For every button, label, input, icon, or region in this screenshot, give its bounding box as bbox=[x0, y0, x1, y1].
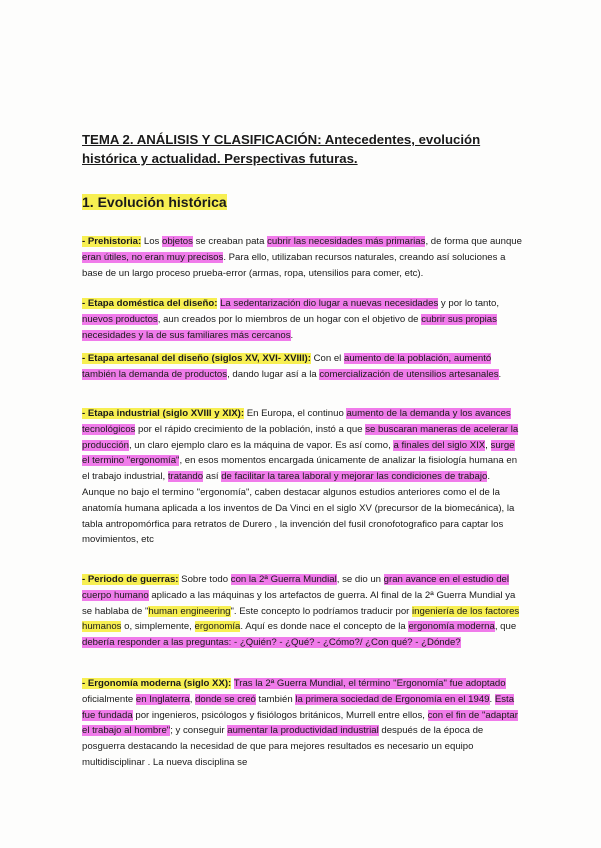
highlighted-text: a finales del siglo XIX bbox=[393, 439, 486, 451]
highlighted-text: ergonomía moderna bbox=[408, 621, 495, 633]
highlighted-text: Esta fue fundada bbox=[82, 693, 515, 721]
paragraph-prehistoria bbox=[82, 234, 522, 281]
paragraph-etapa-domestica bbox=[82, 296, 522, 343]
text-run: , bbox=[189, 693, 196, 705]
text-run: y por lo tanto, bbox=[438, 298, 500, 309]
text-run: , un claro ejemplo claro es la máquina de vapor. Es así como, bbox=[128, 439, 394, 451]
highlighted-text: se buscaran maneras de acelerar la producción bbox=[82, 423, 519, 451]
section-heading bbox=[82, 194, 227, 210]
highlighted-text: cubrir las necesidades más primarias bbox=[267, 236, 426, 247]
highlighted-text: objetos bbox=[162, 236, 193, 247]
paragraph-etapa-artesanal bbox=[82, 351, 522, 383]
text-run: también bbox=[255, 693, 296, 705]
highlighted-text: cubrir sus propias necesidades y la de sus familiares más cercanos bbox=[82, 313, 497, 341]
highlighted-text: ingeniería de los factores humanos bbox=[82, 605, 520, 633]
text-run: o, simplemente, bbox=[121, 621, 195, 633]
text-run: ; y conseguir bbox=[170, 725, 228, 737]
highlighted-text: aumentar la productividad industrial bbox=[227, 725, 379, 737]
paragraph-heading: - Etapa industrial (siglo XVIII y XIX): bbox=[82, 408, 245, 419]
highlighted-text: comercialización de utensilios artesanales bbox=[319, 368, 499, 380]
text-run: . bbox=[489, 693, 495, 705]
section-heading-text: 1. Evolución histórica bbox=[82, 194, 227, 210]
text-run: , de forma que aunque bbox=[425, 236, 522, 247]
text-run: se creaban pata bbox=[192, 236, 268, 247]
text-run: por ingenieros, psicólogos y fisiólogos británicos, Murrell entre ellos, bbox=[132, 709, 428, 721]
paragraph-heading: - Etapa doméstica del diseño: bbox=[82, 298, 218, 309]
highlighted-text: human engineering bbox=[148, 605, 231, 617]
highlighted-text: con el fin de "adaptar el trabajo al hombre" bbox=[82, 709, 518, 737]
highlighted-text: eran útiles, no eran muy precisos bbox=[82, 251, 224, 263]
text-run: así bbox=[203, 471, 222, 483]
text-run: . bbox=[290, 329, 294, 341]
highlighted-text: aumento de la demanda y los avances tecnológicos bbox=[82, 408, 511, 435]
highlighted-text: debería responder a las preguntas: - ¿Quién? - ¿Qué? - ¿Cómo?/ ¿Con qué? - ¿Dónde? bbox=[82, 637, 461, 649]
text-run: por el rápido crecimiento de la población, instó a que bbox=[135, 423, 366, 435]
text-run: Sobre todo bbox=[178, 574, 231, 585]
text-run: , que bbox=[494, 621, 517, 633]
text-run: Los bbox=[141, 236, 162, 247]
text-run: , bbox=[485, 439, 491, 451]
text-run: aplicado a las máquinas y los artefactos de guerra. Al final de la 2ª Guerra Mundial ya se hablaba de " bbox=[82, 589, 516, 617]
document-title: TEMA 2. ANÁLISIS Y CLASIFICACIÓN: Antecedentes, evolución histórica y actualidad. Perspectivas futuras. bbox=[82, 132, 481, 166]
text-run: , se dio un bbox=[336, 574, 384, 585]
highlighted-text: con la 2ª Guerra Mundial bbox=[230, 574, 337, 585]
paragraph-periodo-guerras bbox=[82, 572, 522, 651]
paragraph-heading: - Etapa artesanal del diseño (siglos XV, XVI- XVIII): bbox=[82, 353, 311, 364]
highlighted-text: tratando bbox=[167, 471, 204, 483]
paragraph-etapa-industrial bbox=[82, 406, 522, 548]
paragraph-heading: - Periodo de guerras: bbox=[82, 574, 179, 585]
highlighted-text: La sedentarización dio lugar a nuevas necesidades bbox=[220, 298, 439, 309]
text-run: . bbox=[498, 368, 502, 380]
text-run: ". Este concepto lo podríamos traducir por bbox=[230, 605, 413, 617]
highlighted-text: en Inglaterra bbox=[135, 693, 190, 705]
highlighted-text: donde se creó bbox=[195, 693, 256, 705]
text-run: . Aquí es donde nace el concepto de la bbox=[240, 621, 409, 633]
text-run: , dando lugar así a la bbox=[227, 368, 320, 380]
highlighted-text: gran avance en el estudio del cuerpo humano bbox=[82, 574, 510, 601]
paragraph-ergonomia-moderna bbox=[82, 676, 522, 771]
highlighted-text: la primera sociedad de Ergonomía en el 1949 bbox=[295, 693, 490, 705]
text-run: En Europa, el continuo bbox=[244, 408, 347, 419]
highlighted-text: de facilitar la tarea laboral y mejorar las condiciones de trabajo bbox=[221, 471, 488, 483]
text-run: Con el bbox=[310, 353, 344, 364]
text-run: . Aunque no bajo el termino "ergonomía", caben destacar algunos estudios anteriores como el de la anatomía humana aplicada a los inventos de Da Vinci en el siglo XV (precursor de la biomecánica), la tabla antropomórfica para retratos de Durero , la invención del fusil cronofotografico para captar los movimientos, etc bbox=[82, 471, 515, 546]
text-run: . Para ello, utilizaban recursos naturales, creando así soluciones a base de un largo proceso prueba-error (armas, ropa, utensilios para comer, etc). bbox=[82, 251, 506, 279]
text-run: , en esos momentos encargada únicamente de analizar la fisiología humana en el trabajo industrial, bbox=[82, 455, 518, 483]
highlighted-text: nuevos productos bbox=[82, 313, 158, 325]
highlighted-text: surge el termino "ergonomía" bbox=[82, 439, 515, 467]
highlighted-text: Tras la 2ª Guerra Mundial, el término "Ergonomía" fue adoptado bbox=[233, 678, 506, 689]
highlighted-text: aumento de la población, aumentó también la demanda de productos bbox=[82, 353, 492, 380]
highlighted-text: ergonomía bbox=[194, 621, 241, 633]
text-run: después de la época de posguerra destacando la necesidad de que para mejores resultados es necesario un equipo multidisciplinar . La nueva disciplina se bbox=[82, 725, 484, 768]
text-run: oficialmente bbox=[82, 693, 136, 705]
paragraph-heading: - Prehistoria: bbox=[82, 236, 142, 247]
text-run: , aun creados por lo miembros de un hogar con el objetivo de bbox=[157, 313, 422, 325]
paragraph-heading: - Ergonomía moderna (siglo XX): bbox=[82, 678, 232, 689]
